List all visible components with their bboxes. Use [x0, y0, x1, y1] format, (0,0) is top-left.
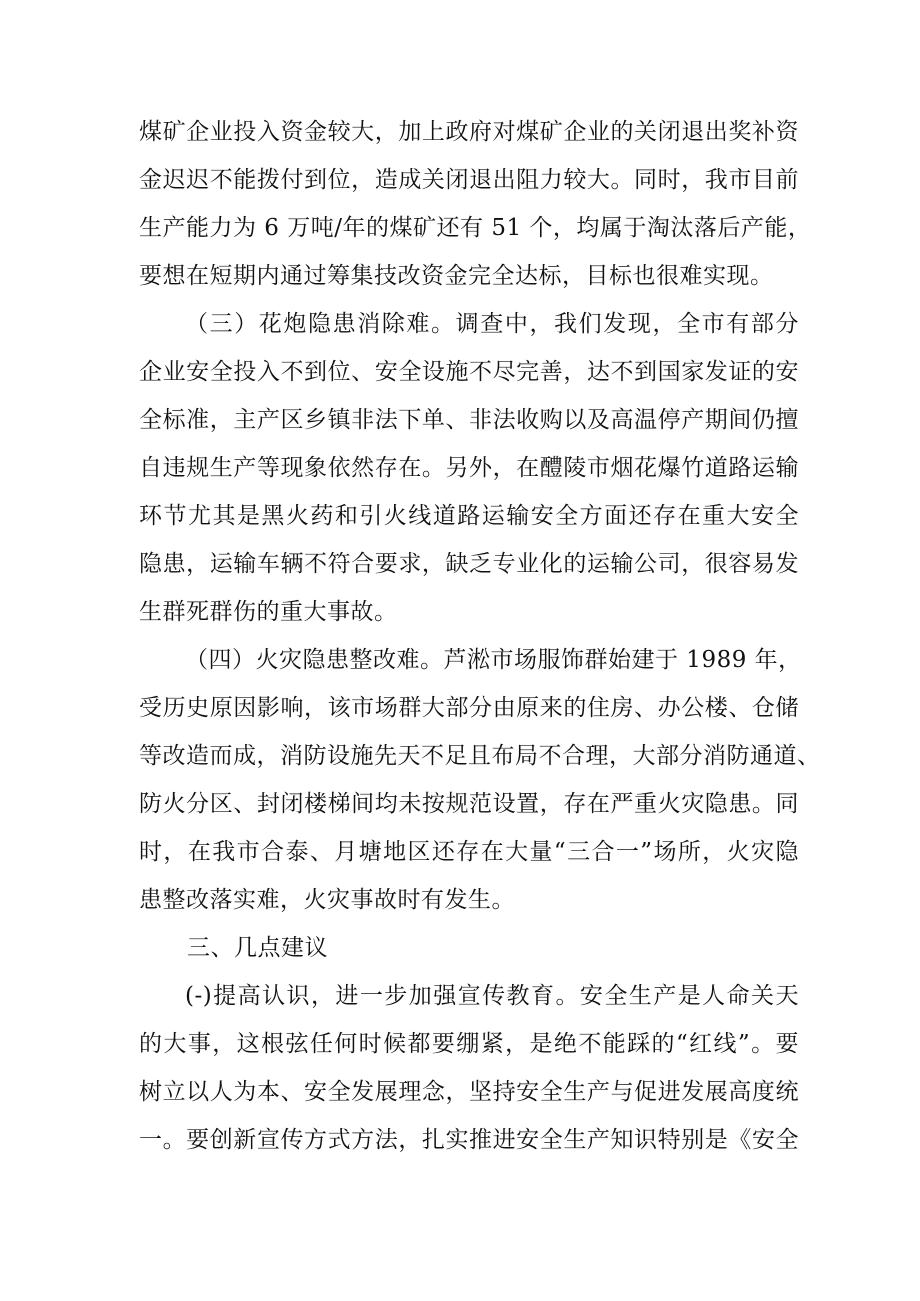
text-line: （四）火灾隐患整改难。芦淞市场服饰群始建于 1989 年， — [185, 647, 802, 673]
text-line: (-)提高认识，进一步加强宣传教育。安全生产是人命关天 — [185, 983, 799, 1009]
text-line: 要想在短期内通过筹集技改资金完全达标，目标也很难实现。 — [139, 263, 774, 289]
text-line: 全标准，主产区乡镇非法下单、非法收购以及高温停产期间仍擅 — [139, 407, 799, 433]
text-line: 隐患，运输车辆不符合要求，缺乏专业化的运输公司，很容易发 — [139, 551, 799, 577]
paragraph-awareness — [139, 972, 799, 1164]
text-line: 受历史原因影响，该市场群大部分由原来的住房、办公楼、仓储 — [139, 695, 799, 721]
text-line: 等改造而成，消防设施先天不足且布局不合理，大部分消防通道、 — [139, 743, 821, 769]
text-line: 患整改落实难，火灾事故时有发生。 — [139, 887, 515, 913]
text-line: 环节尤其是黑火药和引火线道路运输安全方面还存在重大安全 — [139, 503, 799, 529]
text-line: 的大事，这根弦任何时候都要绷紧，是绝不能踩的“红线”。要 — [139, 1031, 799, 1057]
text-line: 时，在我市合泰、月塘地区还存在大量“三合一”场所，火灾隐 — [139, 839, 799, 865]
text-line: 自违规生产等现象依然存在。另外，在醴陵市烟花爆竹道路运输 — [139, 455, 799, 481]
text-line: 生群死群伤的重大事故。 — [139, 599, 398, 625]
paragraph-fire-hazards — [139, 636, 821, 924]
text-line: 金迟迟不能拨付到位，造成关闭退出阻力较大。同时，我市目前 — [139, 167, 799, 193]
text-line: 煤矿企业投入资金较大，加上政府对煤矿企业的关闭退出奖补资 — [139, 119, 799, 145]
section-heading-text: 三、几点建议 — [187, 935, 328, 961]
text-line: 树立以人为本、安全发展理念，坚持安全生产与促进发展高度统 — [139, 1079, 799, 1105]
text-line: 企业安全投入不到位、安全设施不尽完善，达不到国家发证的安 — [139, 359, 799, 385]
document-body — [139, 108, 821, 1164]
paragraph-coal-mine — [139, 108, 812, 300]
section-heading — [139, 924, 799, 972]
text-line: 防火分区、封闭楼梯间均未按规范设置，存在严重火灾隐患。同 — [139, 791, 799, 817]
text-line: （三）花炮隐患消除难。调查中，我们发现，全市有部分 — [185, 311, 799, 337]
text-line: 生产能力为 6 万吨/年的煤矿还有 51 个，均属于淘汰落后产能， — [139, 215, 812, 241]
paragraph-fireworks-hazards — [139, 300, 799, 636]
text-line: 一。要创新宣传方式方法，扎实推进安全生产知识特别是《安全 — [139, 1127, 799, 1153]
